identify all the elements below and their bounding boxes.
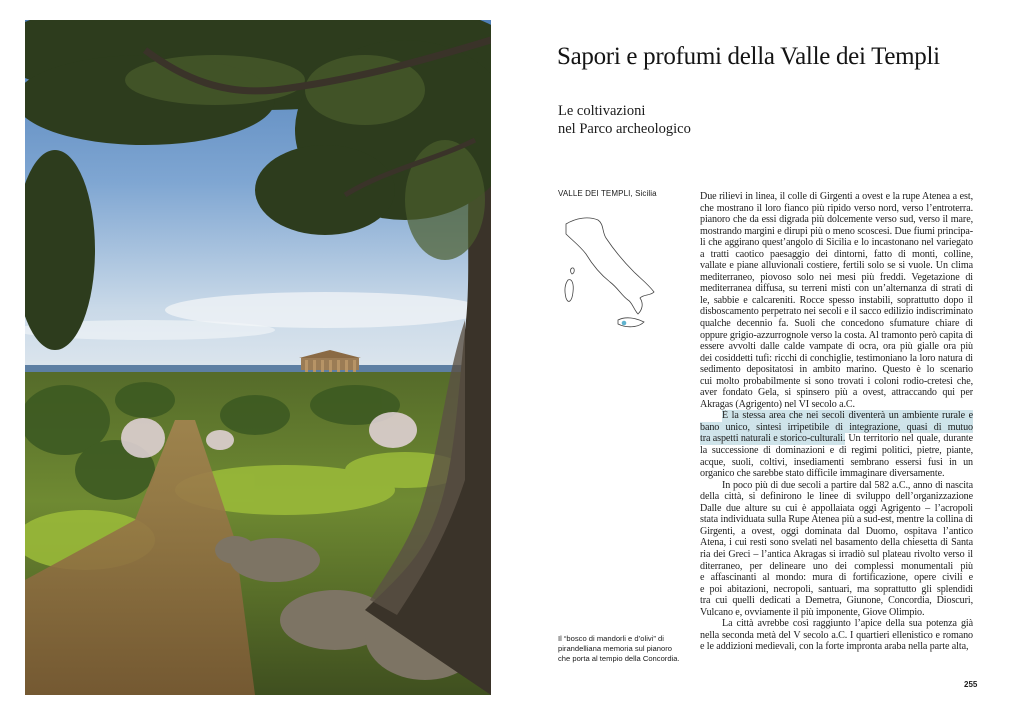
highlighted-text: bano unico, sintesi irripetibile di integrazione, quasi di mutuo bbox=[700, 422, 973, 434]
photo-caption-line: che porta al tempio della Concordia. bbox=[558, 654, 680, 663]
body-line: della città, si definirono le linee di sviluppo dell’organizzazione bbox=[700, 491, 973, 503]
body-line: qualche decennio fa. Suoli che concedono sfumature chiare di bbox=[700, 318, 973, 330]
body-line: Dalle due alture su cui è appollaiata oggi Agrigento – l’acropoli bbox=[700, 502, 973, 514]
body-line: Akragas (Agrigento) nel VI secolo a.C. bbox=[700, 398, 855, 410]
subtitle-line: Le coltivazioni bbox=[558, 103, 646, 119]
body-line: vallate e piane alluvionali costiere, fertili solo se si vuole. Un clima bbox=[700, 260, 973, 272]
body-line: che mostrano il loro fianco più ripido verso nord, verso l’entroterra. bbox=[700, 202, 973, 214]
body-line: Vulcano e, ovviamente il più imponente, Giove Olimpio. bbox=[700, 606, 925, 618]
map-caption bbox=[558, 189, 657, 198]
subtitle-line: nel Parco archeologico bbox=[558, 121, 691, 137]
body-line: mediterraneo, piovoso solo nei mesi più freddi. Vegetazione di bbox=[700, 271, 973, 283]
body-line: Atena, i cui resti sono svelati nel basamento della chiesetta di Santa bbox=[700, 537, 973, 549]
body-line-rest: Un territorio nel quale, durante bbox=[845, 433, 973, 445]
body-line: aver fondato Gela, si spinsero più a ovest, attraccando qui per bbox=[700, 387, 973, 399]
body-line: e poi abitazioni, necropoli, santuari, ma soprattutto gli splendidi bbox=[700, 583, 973, 595]
body-line: disboscamento perpetrato nei secoli e il sacco edilizio indiscriminato bbox=[700, 306, 973, 318]
article-subtitle bbox=[558, 102, 858, 138]
body-line: La città avrebbe così raggiunto l’apice della sua potenza già bbox=[722, 618, 973, 630]
article-title: Sapori e profumi della Valle dei Templi bbox=[557, 43, 940, 70]
body-line: mediterranea diffusa, su terreni misti con un’alternanza di strati di bbox=[700, 283, 973, 295]
body-line-highlighted bbox=[700, 433, 973, 445]
body-line: essere avvolti dalle calde vampate di ocra, ora più gialle ora più bbox=[700, 341, 973, 353]
body-line-highlighted bbox=[700, 410, 973, 422]
body-line: Girgenti, a ovest, oggi dominata dal Duomo, ospitava l’antico bbox=[700, 525, 973, 537]
body-line: e le addizioni medievali, con la forte impronta araba nella parte alta, bbox=[700, 641, 969, 653]
body-line: pianoro che da essi digrada più dolcemente verso sud, verso il mare, bbox=[700, 214, 973, 226]
highlighted-text: È la stessa area che nei secoli diventerà un ambiente rurale e bbox=[722, 410, 973, 422]
page-number: 255 bbox=[964, 680, 978, 689]
body-line: organico che sarebbe stato difficile immaginare diversamente. bbox=[700, 468, 945, 480]
body-line: e affascinanti al mondo: mura di fortificazione, opere civili e bbox=[700, 572, 973, 584]
body-line: In poco più di due secoli a partire dal 582 a.C., anno di nascita bbox=[722, 479, 973, 491]
body-line: le, sabbie e calcareniti. Rocce spesso instabili, soprattutto dopo il bbox=[700, 294, 973, 306]
body-line: mostrando margini e dirupi più o meno scoscesi. Due fiumi principa- bbox=[700, 225, 973, 237]
body-line: cui molto probabilmente si sono trovati i coloni rodio-cretesi che, bbox=[700, 375, 973, 387]
map-caption-place: VALLE DEI TEMPLI bbox=[558, 189, 631, 198]
body-line: a tratti caotico paesaggio dei dintorni, fatto di monti, colline, bbox=[700, 248, 973, 260]
photo-caption-line: Il “bosco di mandorli e d’olivi” di bbox=[558, 634, 664, 643]
article-body bbox=[700, 191, 973, 653]
map-caption-region: , Sicilia bbox=[630, 189, 657, 198]
body-line: diterraneo, per delineare uno dei complessi monumentali più bbox=[700, 560, 973, 572]
body-line: stata individuata sulla Rupe Atenea più a sud-est, mentre la collina di bbox=[700, 514, 973, 526]
body-line: acque, suoli, coltivi, insediamenti sembrano essersi fusi in un bbox=[700, 456, 973, 468]
body-line: Due rilievi in linea, il colle di Girgenti a ovest e la rupe Atenea a est, bbox=[700, 191, 973, 202]
photo-caption-line: pirandelliana memoria sul pianoro bbox=[558, 644, 672, 653]
body-line: oppure grigio-azzurrognole verso la costa. Al tramonto però capita di bbox=[700, 329, 973, 341]
highlighted-text: tra aspetti naturali e storico-culturali. bbox=[700, 433, 846, 445]
italy-map-icon bbox=[558, 210, 660, 336]
body-line: tra cui quelli dedicati a Demetra, Giunone, Concordia, Dioscuri, bbox=[700, 595, 973, 607]
body-line: nella seconda metà del V secolo a.C. I quartieri ellenistico e romano bbox=[700, 629, 973, 641]
landscape-photo bbox=[25, 20, 491, 695]
body-line: li che aggirano quest’angolo di Sicilia e lo incastonano nel variegato bbox=[700, 237, 973, 249]
body-line: dei cosiddetti tufi: ricchi di conchiglie, testimoniano la loro natura di bbox=[700, 352, 973, 364]
body-line: ria dei Greci – l’antica Akragas si irradiò sul plateau rivolto verso il bbox=[700, 548, 973, 560]
body-line-highlighted bbox=[700, 422, 973, 434]
body-line: la successione di dominazioni e di regimi politici, pietre, piante, bbox=[700, 445, 973, 457]
body-line: sedimento depositatosi in ambito marino. Questo è lo scenario bbox=[700, 364, 973, 376]
photo-caption bbox=[558, 634, 686, 664]
